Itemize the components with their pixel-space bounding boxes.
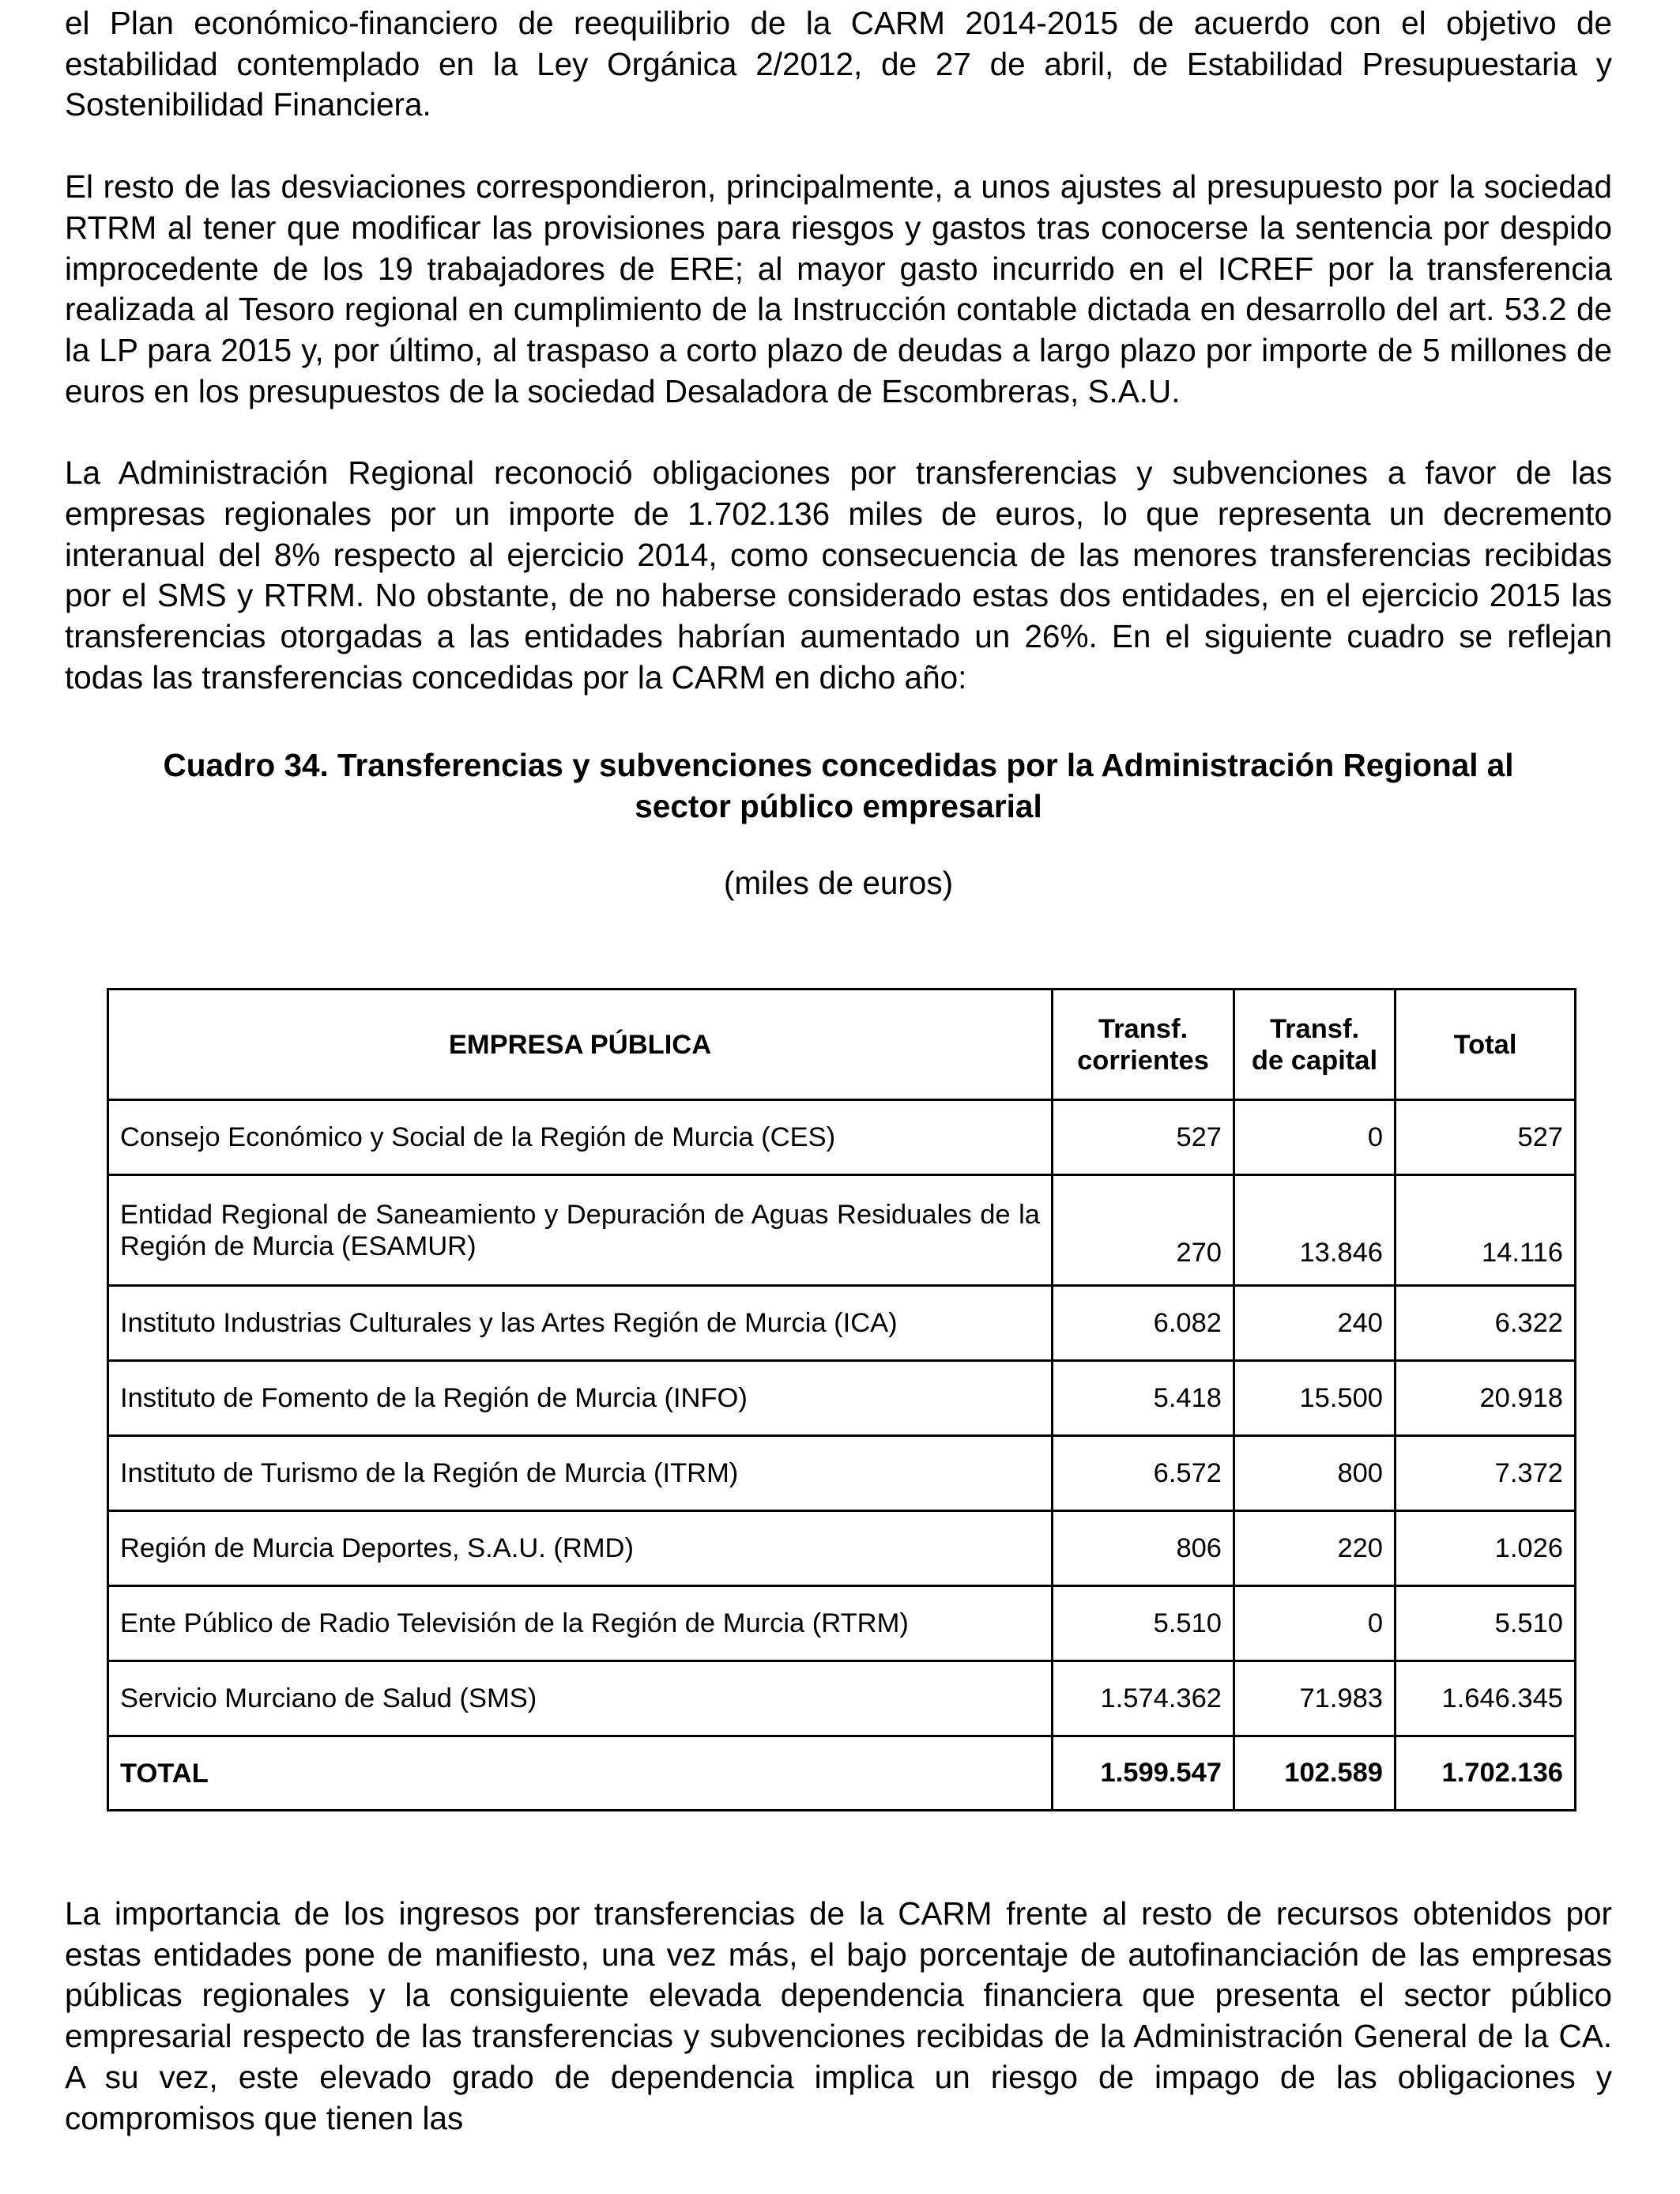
table-header-row <box>108 990 1576 1100</box>
table-row <box>108 1436 1576 1511</box>
cell-corrientes: 5.510 <box>1053 1586 1234 1661</box>
paragraph-obligaciones: La Administración Regional reconoció obligaciones por transferencias y subvenciones a favor de las empresas regionales por un importe de 1.702.136 miles de euros, lo que representa un decremento interanual del 8% respecto al ejercicio 2014, como consecuencia de las menores transferencias recibidas por el SMS y RTRM. No obstante, de no haberse considerado estas dos entidades, en el ejercicio 2015 las transferencias otorgadas a las entidades habrían aumentado un 26%. En el siguiente cuadro se reflejan todas las transferencias concedidas por la CARM en dicho año: <box>65 454 1612 696</box>
header-transf-capital <box>1234 990 1396 1100</box>
cell-total: 1.646.345 <box>1396 1661 1576 1736</box>
header-empresa: EMPRESA PÚBLICA <box>108 990 1053 1100</box>
table-row <box>108 1586 1576 1661</box>
table-caption <box>65 745 1612 827</box>
cell-empresa: Ente Público de Radio Televisión de la Región de Murcia (RTRM) <box>108 1586 1053 1661</box>
cell-capital: 13.846 <box>1234 1175 1396 1286</box>
cell-total-capital: 102.589 <box>1234 1736 1396 1811</box>
cell-corrientes: 270 <box>1053 1175 1234 1286</box>
cell-capital: 71.983 <box>1234 1661 1396 1736</box>
header-total: Total <box>1396 990 1576 1100</box>
cell-capital: 15.500 <box>1234 1361 1396 1436</box>
table-total-row <box>108 1736 1576 1811</box>
cell-corrientes: 5.418 <box>1053 1361 1234 1436</box>
cell-total: 20.918 <box>1396 1361 1576 1436</box>
table-row <box>108 1286 1576 1361</box>
cell-total-corrientes: 1.599.547 <box>1053 1736 1234 1811</box>
table-row <box>108 1511 1576 1586</box>
header-transf-corrientes-line-2: corrientes <box>1077 1045 1209 1076</box>
table-row <box>108 1175 1576 1286</box>
cell-total: 527 <box>1396 1100 1576 1175</box>
cell-empresa: Instituto de Turismo de la Región de Murcia (ITRM) <box>108 1436 1053 1511</box>
cell-capital: 0 <box>1234 1586 1396 1661</box>
cell-capital: 240 <box>1234 1286 1396 1361</box>
cell-total: 14.116 <box>1396 1175 1576 1286</box>
transferencias-table <box>107 988 1576 1811</box>
table-row <box>108 1361 1576 1436</box>
paragraph-desviaciones: El resto de las desviaciones correspondieron, principalmente, a unos ajustes al presupuesto por la sociedad RTRM al tener que modificar las provisiones para riesgos y gastos tras conocerse la sentencia por despido improcedente de los 19 trabajadores de ERE; al mayor gasto incurrido en el ICREF por la transferencia realizada al Tesoro regional en cumplimiento de la Instrucción contable dictada en desarrollo del art. 53.2 de la LP para 2015 y, por último, al traspaso a corto plazo de deudas a largo plazo por importe de 5 millones de euros en los presupuestos de la sociedad Desaladora de Escombreras, S.A.U. <box>65 168 1612 409</box>
cell-corrientes: 1.574.362 <box>1053 1661 1234 1736</box>
cell-total-label: TOTAL <box>108 1736 1053 1811</box>
cell-corrientes: 6.082 <box>1053 1286 1234 1361</box>
cell-total: 1.026 <box>1396 1511 1576 1586</box>
cell-empresa: Instituto de Fomento de la Región de Murcia (INFO) <box>108 1361 1053 1436</box>
cell-empresa: Entidad Regional de Saneamiento y Depuración de Aguas Residuales de la Región de Murcia (ESAMUR) <box>108 1175 1053 1286</box>
cell-empresa: Servicio Murciano de Salud (SMS) <box>108 1661 1053 1736</box>
cell-total-total: 1.702.136 <box>1396 1736 1576 1811</box>
cell-total: 6.322 <box>1396 1286 1576 1361</box>
cell-capital: 0 <box>1234 1100 1396 1175</box>
cell-total: 7.372 <box>1396 1436 1576 1511</box>
cell-empresa: Región de Murcia Deportes, S.A.U. (RMD) <box>108 1511 1053 1586</box>
header-transf-capital-line-1: Transf. <box>1269 1013 1360 1044</box>
cell-corrientes: 806 <box>1053 1511 1234 1586</box>
cell-empresa: Instituto Industrias Culturales y las Artes Región de Murcia (ICA) <box>108 1286 1053 1361</box>
page-body <box>65 3 1612 903</box>
table-row <box>108 1661 1576 1736</box>
paragraph-importancia: La importancia de los ingresos por transferencias de la CARM frente al resto de recursos obtenidos por estas entidades pone de manifiesto, una vez más, el bajo porcentaje de autofinanciación de las empresas públicas regionales y la consiguiente elevada dependencia financiera que presenta el sector público empresarial respecto de las transferencias y subvenciones recibidas de la Administración General de la CA. A su vez, este elevado grado de dependencia implica un riesgo de impago de las obligaciones y compromisos que tienen las <box>65 1895 1612 2136</box>
table-caption-line-1: Cuadro 34. Transferencias y subvenciones concedidas por la Administración Regional al <box>163 746 1514 783</box>
cell-total: 5.510 <box>1396 1586 1576 1661</box>
cell-corrientes: 527 <box>1053 1100 1234 1175</box>
header-transf-corrientes-line-1: Transf. <box>1098 1013 1188 1044</box>
header-transf-corrientes <box>1053 990 1234 1100</box>
cell-empresa: Consejo Económico y Social de la Región de Murcia (CES) <box>108 1100 1053 1175</box>
page-body-bottom <box>65 1894 1612 2139</box>
cell-capital: 800 <box>1234 1436 1396 1511</box>
header-transf-capital-line-2: de capital <box>1251 1045 1378 1076</box>
table-row <box>108 1100 1576 1175</box>
paragraph-plan-economico: el Plan económico-financiero de reequilibrio de la CARM 2014-2015 de acuerdo con el objetivo de estabilidad contemplado en la Ley Orgánica 2/2012, de 27 de abril, de Estabilidad Presupuestaria y Sostenibilidad Financiera. <box>65 5 1612 123</box>
cell-capital: 220 <box>1234 1511 1396 1586</box>
cell-corrientes: 6.572 <box>1053 1436 1234 1511</box>
table-caption-line-2: sector público empresarial <box>635 787 1042 824</box>
table-units: (miles de euros) <box>723 864 954 901</box>
